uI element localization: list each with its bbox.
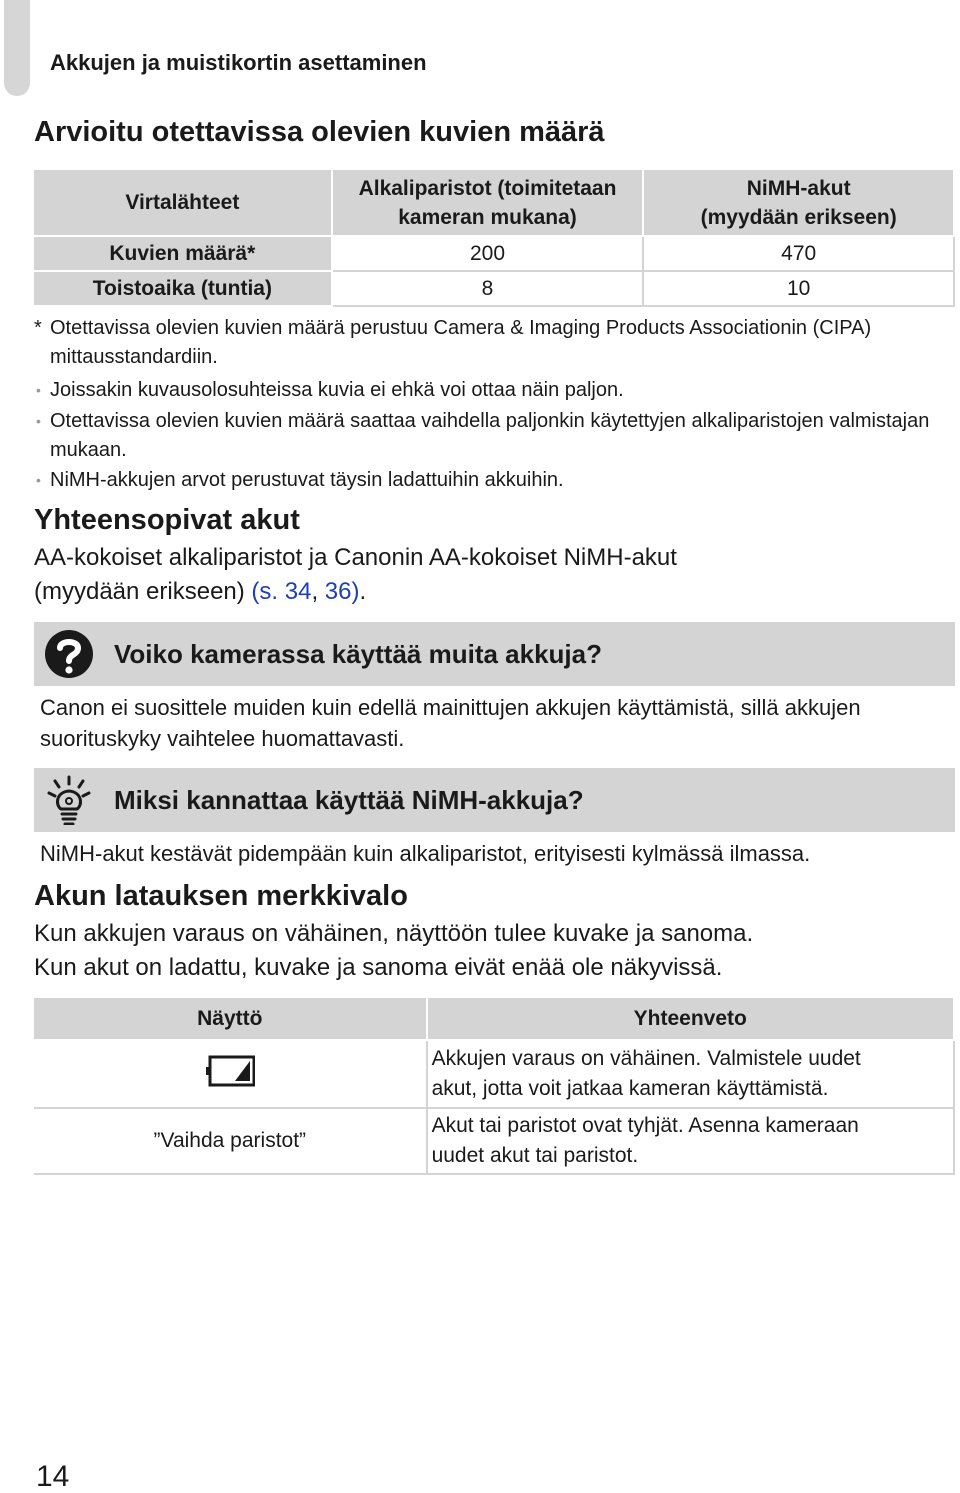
page-number: 14 <box>36 1460 70 1493</box>
header-nimh <box>643 170 954 236</box>
header-alkaline-line1: Alkaliparistot (toimitetaan <box>358 176 617 200</box>
faq-bar <box>34 622 955 686</box>
page-ref-open: (s. <box>251 578 285 605</box>
list-item <box>34 407 954 465</box>
header-summary: Yhteenveto <box>427 998 954 1040</box>
footnote-mark: * <box>34 317 42 339</box>
summary-cell-2 <box>427 1108 954 1174</box>
faq-answer: Canon ei suosittele muiden kuin edellä mainittujen akkujen käyttämistä, sillä akkujen suorituskyky vaihtelee huomattavasti. <box>40 695 861 751</box>
tip-answer: NiMH-akut kestävät pidempään kuin alkaliparistot, erityisesti kylmässä ilmassa. <box>40 841 811 866</box>
table-row <box>34 271 954 306</box>
table-row <box>34 1040 954 1108</box>
indicator-line2: Kun akut on ladattu, kuvake ja sanoma eivät enää ole näkyvissä. <box>34 954 723 981</box>
compatible-line2 <box>34 575 954 609</box>
list-item <box>34 466 954 495</box>
playback-nimh: 10 <box>643 271 954 306</box>
playback-alkaline: 8 <box>332 271 644 306</box>
page-ref-separator: , <box>311 578 325 605</box>
header-display: Näyttö <box>34 998 427 1040</box>
tip-question: Miksi kannattaa käyttää NiMH-akkuja? <box>114 785 584 815</box>
row-label-playback: Toistoaika (tuntia) <box>34 271 332 306</box>
shots-nimh: 470 <box>643 236 954 271</box>
capacity-table <box>34 170 955 307</box>
indicator-table-header-row <box>34 998 954 1040</box>
bullet-text: Joissakin kuvausolosuhteissa kuvia ei ehkä voi ottaa näin paljon. <box>50 379 624 401</box>
capacity-table-header-row <box>34 170 954 236</box>
shots-alkaline: 200 <box>332 236 644 271</box>
footnote-text: Otettavissa olevien kuvien määrä perustuu Camera & Imaging Products Associationin (CIPA) mittausstandardiin. <box>50 317 872 368</box>
header-nimh-line1: NiMH-akut <box>746 176 851 200</box>
chapter-side-tab <box>4 0 30 96</box>
sentence-end: . <box>359 578 367 605</box>
summary-cell-1 <box>427 1040 954 1108</box>
page-ref-36-link[interactable]: 36 <box>324 578 352 605</box>
faq-question: Voiko kamerassa käyttää muita akkuja? <box>114 639 602 669</box>
summary-1-line2: akut, jotta voit jatkaa kameran käyttämistä. <box>431 1077 829 1100</box>
compatible-text <box>34 541 954 609</box>
bullet-text: NiMH-akkujen arvot perustuvat täysin ladattuihin akkuihin. <box>50 469 564 491</box>
section-title-compatible: Yhteensopivat akut <box>34 504 300 536</box>
running-head: Akkujen ja muistikortin asettaminen <box>50 50 427 75</box>
header-alkaline <box>332 170 644 236</box>
display-cell-icon <box>34 1040 427 1108</box>
low-battery-icon <box>205 1055 255 1087</box>
row-label-shots: Kuvien määrä* <box>34 236 332 271</box>
indicator-table <box>34 998 955 1175</box>
question-mark-icon <box>44 629 94 679</box>
table-row <box>34 1108 954 1174</box>
page-ref-34-link[interactable]: 34 <box>284 578 312 605</box>
section-title-capacity: Arvioitu otettavissa olevien kuvien määrä <box>34 116 605 148</box>
bullet-icon: • <box>36 382 41 398</box>
summary-2-line1: Akut tai paristot ovat tyhjät. Asenna kameraan <box>431 1114 859 1137</box>
bullet-text: Otettavissa olevien kuvien määrä saattaa vaihdella paljonkin käytettyjen alkaliparistojen valmistajan mukaan. <box>50 410 930 461</box>
section-title-indicator: Akun latauksen merkkivalo <box>34 880 408 912</box>
display-cell-message: ”Vaihda paristot” <box>34 1108 427 1174</box>
summary-1-line1: Akkujen varaus on vähäinen. Valmistele uudet <box>431 1047 861 1070</box>
indicator-line1: Kun akkujen varaus on vähäinen, näyttöön tulee kuvake ja sanoma. <box>34 920 754 947</box>
table-row <box>34 236 954 271</box>
header-alkaline-line2: kameran mukana) <box>398 205 577 229</box>
tip-bar <box>34 768 955 832</box>
lightbulb-icon <box>44 775 94 825</box>
compatible-line1: AA-kokoiset alkaliparistot ja Canonin AA-kokoiset NiMH-akut <box>34 544 677 571</box>
page-ref-close: ) <box>351 578 360 605</box>
header-power-source: Virtalähteet <box>34 170 332 236</box>
summary-2-line2: uudet akut tai paristot. <box>431 1144 639 1167</box>
header-nimh-line2: (myydään erikseen) <box>700 205 897 229</box>
bullet-icon: • <box>36 472 41 488</box>
bullet-icon: • <box>36 413 41 429</box>
list-item <box>34 376 954 405</box>
compatible-line2-text: (myydään erikseen) <box>34 578 252 605</box>
footnote <box>34 314 954 372</box>
